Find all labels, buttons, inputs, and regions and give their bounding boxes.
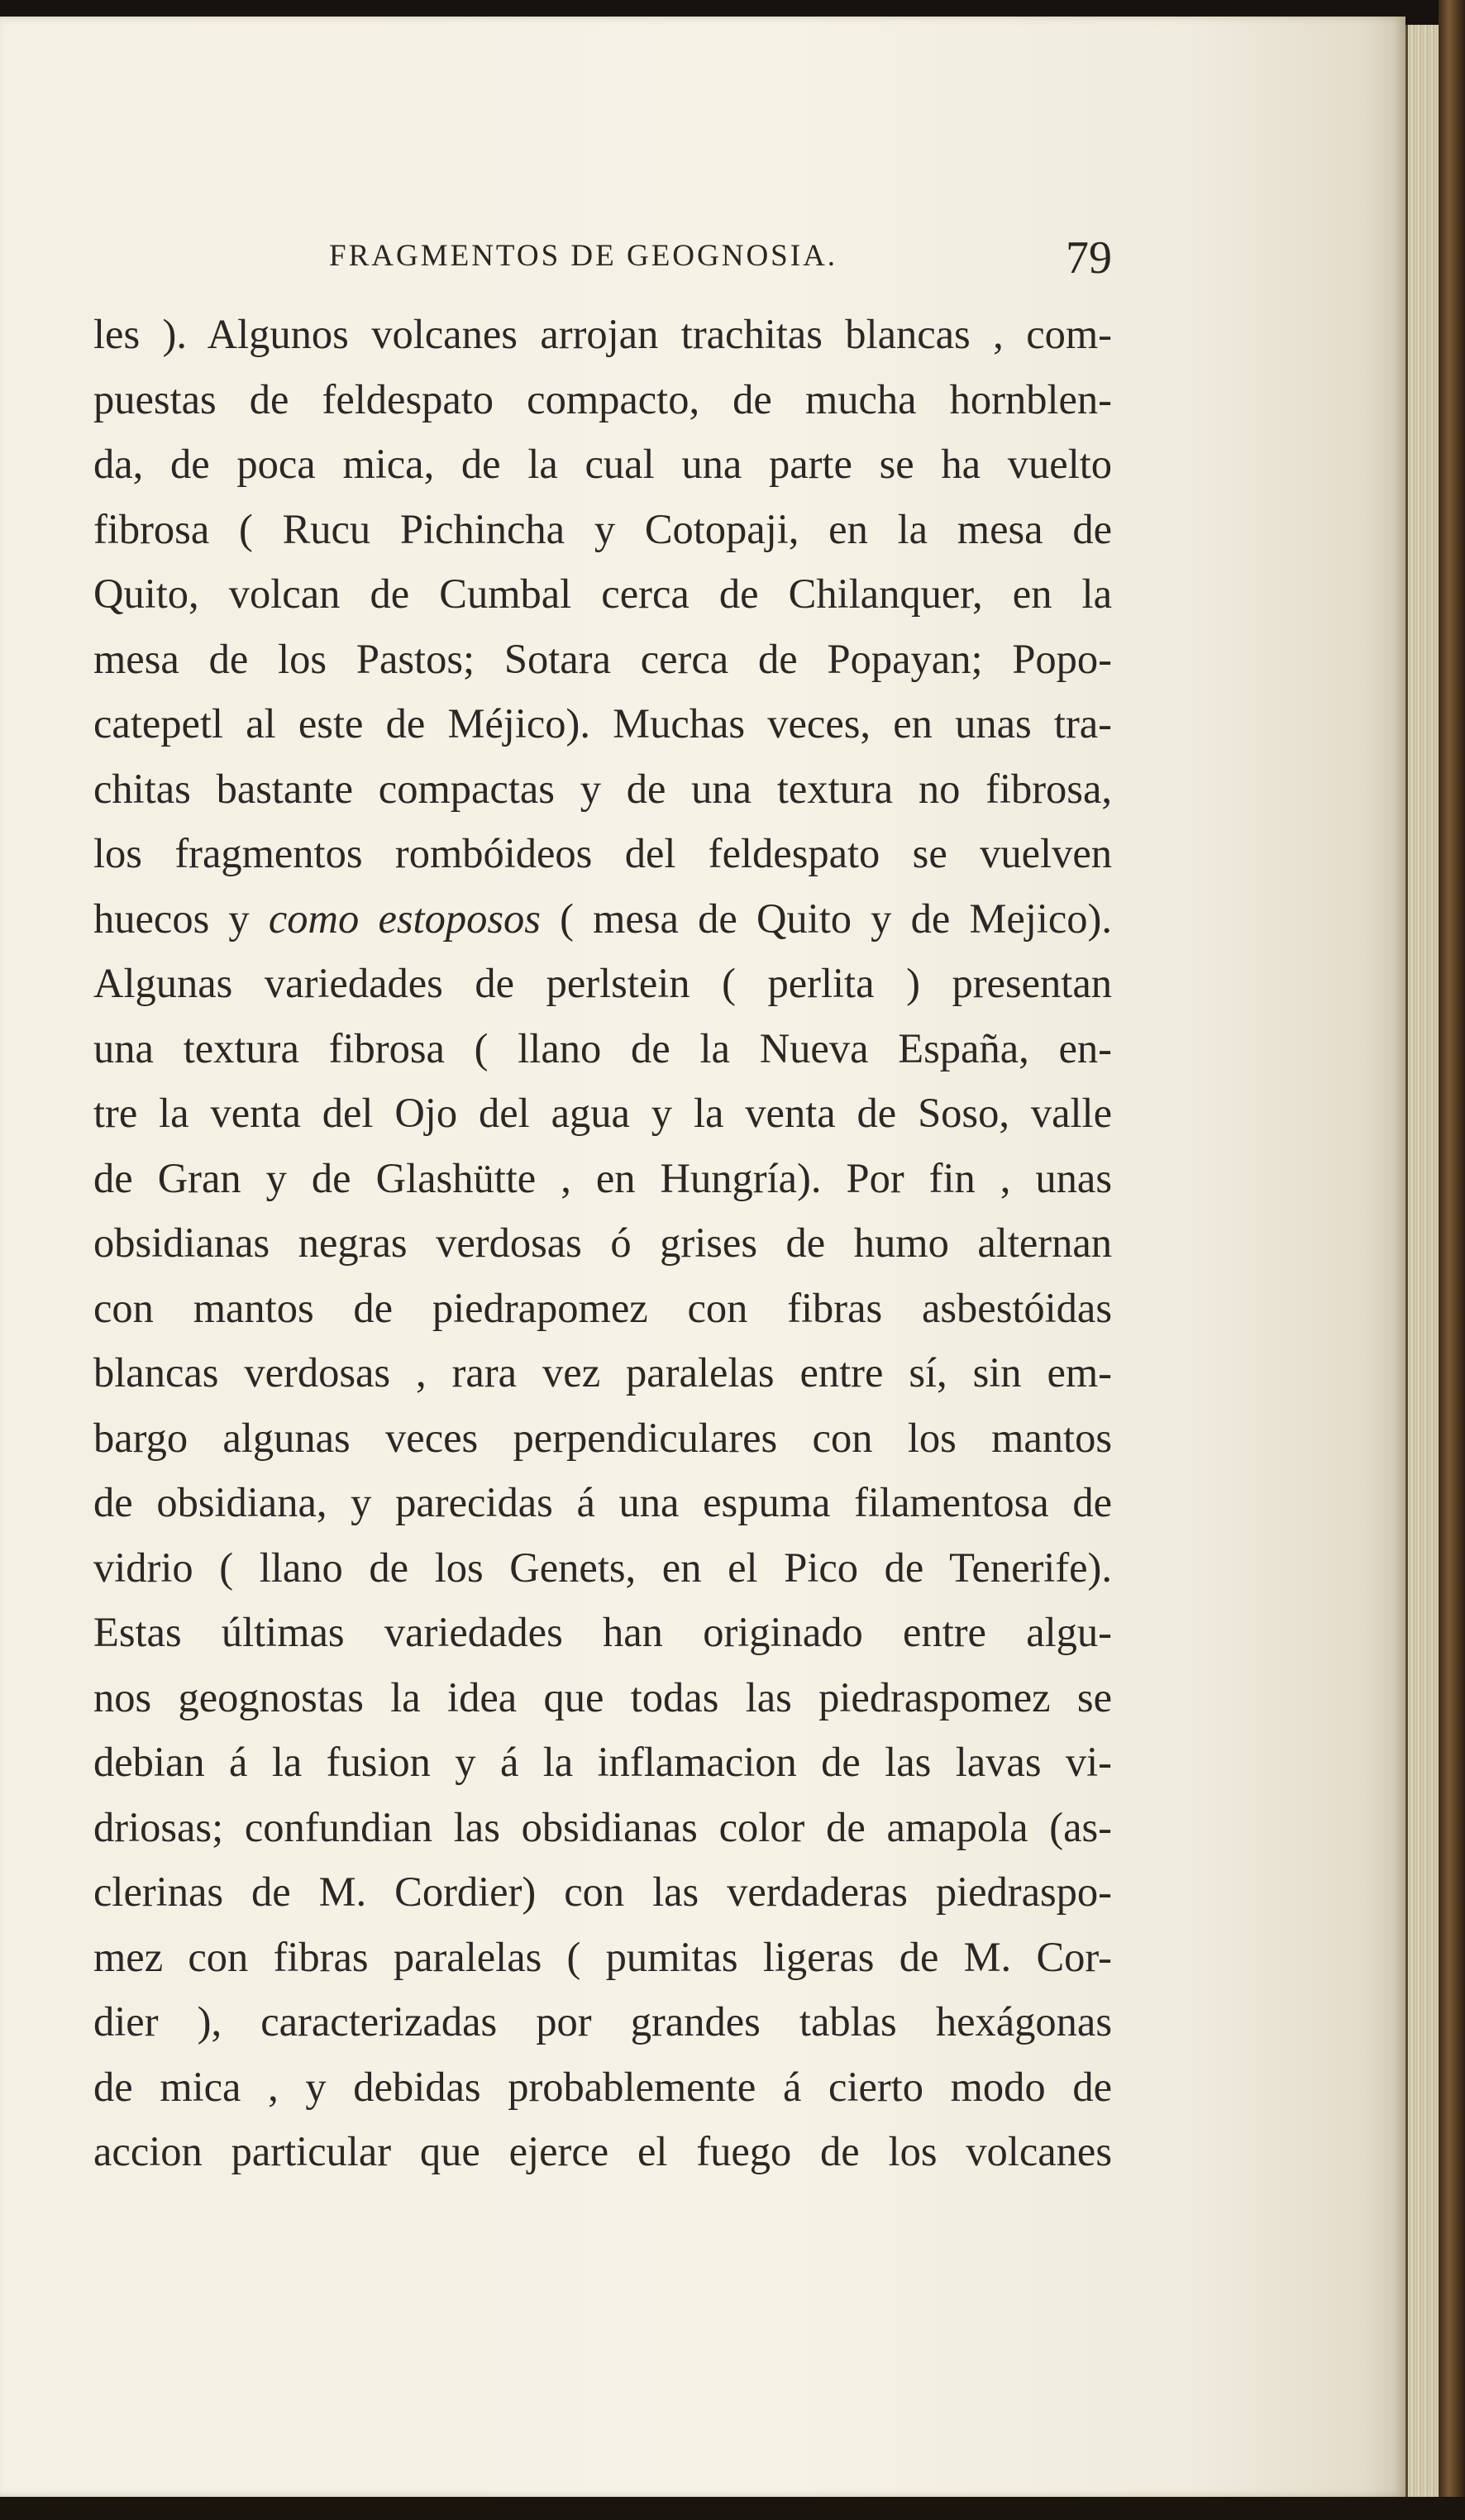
page-number: 79 bbox=[1066, 232, 1112, 284]
text-line: los fragmentos rombóideos del feldespato se vuelven bbox=[93, 830, 1112, 876]
text-line: mesa de los Pastos; Sotara cerca de Popayan; Popo- bbox=[93, 635, 1112, 682]
text-line: dier ), caracterizadas por grandes tablas hexágonas bbox=[93, 1998, 1112, 2045]
text-line: obsidianas negras verdosas ó grises de humo alternan bbox=[93, 1219, 1112, 1266]
text-line: puestas de feldespato compacto, de mucha hornblen- bbox=[93, 375, 1112, 422]
text-line: debian á la fusion y á la inflamacion de las lavas vi- bbox=[93, 1739, 1112, 1785]
text-line: driosas; confundian las obsidianas color de amapola (as- bbox=[93, 1803, 1112, 1850]
text-line: accion particular que ejerce el fuego de los volcanes bbox=[93, 2128, 1112, 2174]
text-line: chitas bastante compactas y de una textura no fibrosa, bbox=[93, 765, 1112, 812]
text-line: mez con fibras paralelas ( pumitas ligeras de M. Cor- bbox=[93, 1933, 1112, 1980]
running-head bbox=[93, 231, 1112, 289]
text-segment: ( mesa de Quito y de Mejico). bbox=[540, 895, 1112, 942]
text-segment: huecos y bbox=[93, 895, 269, 942]
text-line: Algunas variedades de perlstein ( perlita ) presentan bbox=[93, 960, 1112, 1006]
text-line: blancas verdosas , rara vez paralelas entre sí, sin em- bbox=[93, 1349, 1112, 1396]
body-text bbox=[93, 302, 1112, 2184]
text-line-with-italic bbox=[93, 886, 1112, 952]
bottom-shadow bbox=[0, 2497, 1465, 2520]
text-line: bargo algunas veces perpendiculares con los mantos bbox=[93, 1414, 1112, 1461]
book-spine bbox=[1439, 0, 1465, 2520]
text-line: Estas últimas variedades han originado entre algu- bbox=[93, 1609, 1112, 1655]
text-line: fibrosa ( Rucu Pichincha y Cotopaji, en la mesa de bbox=[93, 505, 1112, 552]
text-line: clerinas de M. Cordier) con las verdaderas piedraspo- bbox=[93, 1869, 1112, 1915]
running-title: FRAGMENTOS DE GEOGNOSIA. bbox=[329, 239, 838, 273]
text-line: una textura fibrosa ( llano de la Nueva España, en- bbox=[93, 1024, 1112, 1071]
text-line: vidrio ( llano de los Genets, en el Pico de Tenerife). bbox=[93, 1544, 1112, 1591]
text-line: Quito, volcan de Cumbal cerca de Chilanquer, en la bbox=[93, 570, 1112, 617]
italic-phrase: como estoposos bbox=[268, 895, 541, 942]
text-line: de Gran y de Glashütte , en Hungría). Por fin , unas bbox=[93, 1154, 1112, 1201]
text-line: de mica , y debidas probablemente á cierto modo de bbox=[93, 2063, 1112, 2110]
text-line: les ). Algunos volcanes arrojan trachitas blancas , com- bbox=[93, 311, 1112, 357]
text-line: de obsidiana, y parecidas á una espuma filamentosa de bbox=[93, 1479, 1112, 1525]
text-line: nos geognostas la idea que todas las piedraspomez se bbox=[93, 1673, 1112, 1721]
text-line: da, de poca mica, de la cual una parte se ha vuelto bbox=[93, 441, 1112, 487]
text-line: tre la venta del Ojo del agua y la venta de Soso, valle bbox=[93, 1090, 1112, 1136]
text-line: catepetl al este de Méjico). Muchas veces, en unas tra- bbox=[93, 700, 1112, 747]
text-line: con mantos de piedrapomez con fibras asbestóidas bbox=[93, 1284, 1112, 1331]
